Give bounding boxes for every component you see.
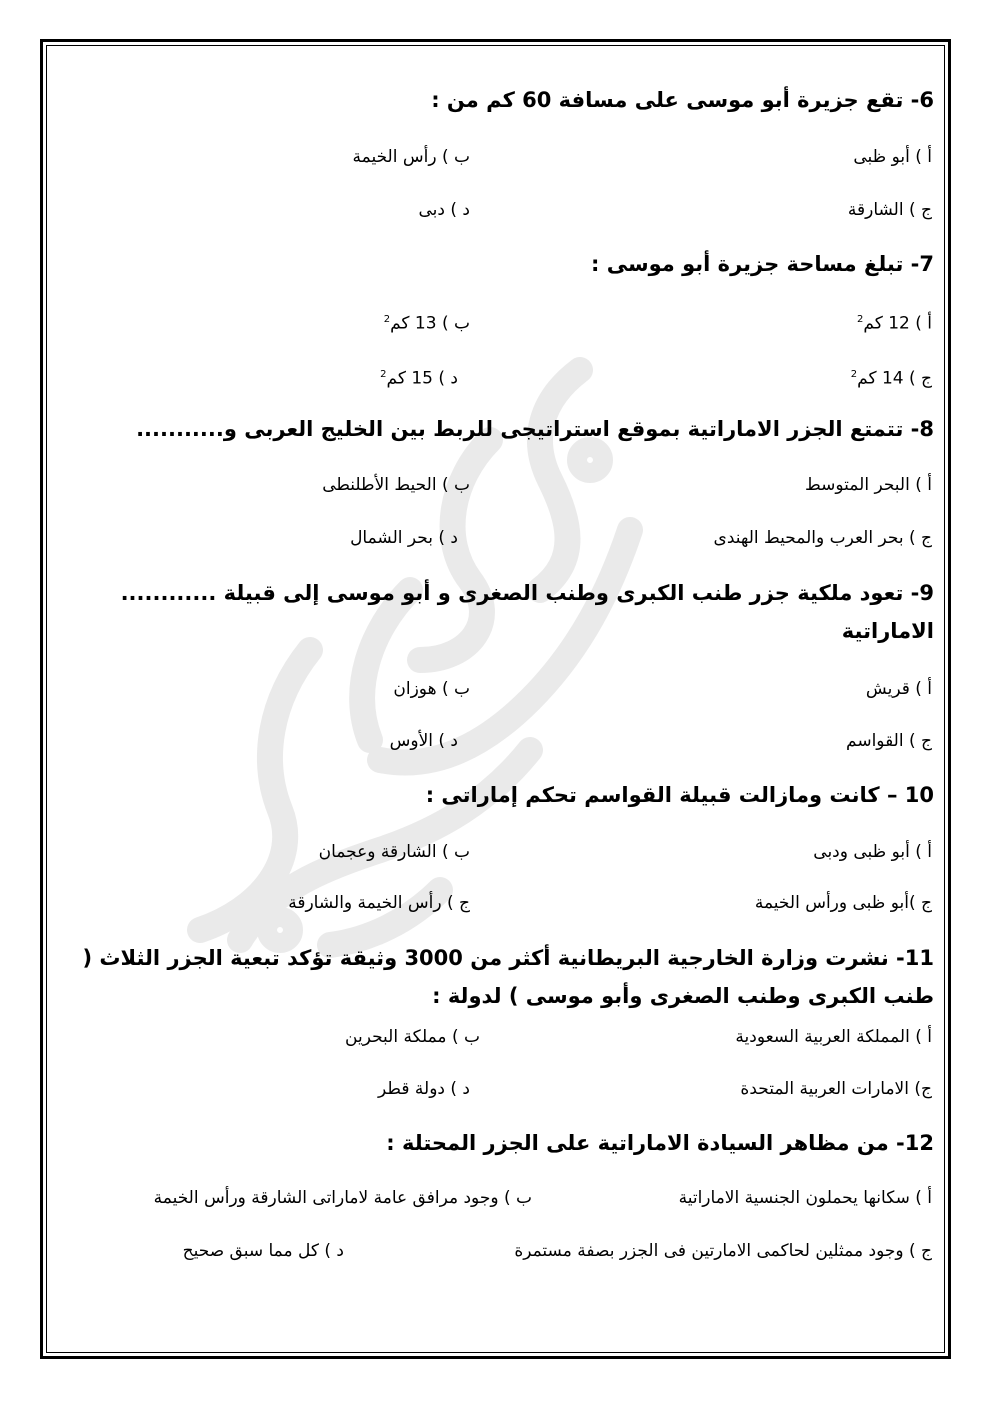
question-8-option-d: د ) بحر الشمال: [350, 528, 458, 548]
question-6-option-d: د ) دبى: [418, 200, 470, 220]
question-12-option-c: ج ) وجود ممثلين لحاكمى الامارتين فى الجزر بصفة مستمرة: [514, 1241, 932, 1261]
question-8-option-c: ج ) بحر العرب والمحيط الهندى: [713, 528, 932, 548]
question-12-option-d: د ) كل مما سبق صحيح: [182, 1241, 344, 1261]
question-10-option-a: أ ) أبو ظبى ودبى: [813, 842, 932, 862]
question-7-option-c: ج ) 14 كم$^2$: [850, 368, 932, 389]
question-6-option-c: ج ) الشارقة: [847, 200, 932, 220]
question-8-option-b: ب ) الحيط الأطلنطى: [322, 475, 470, 495]
question-12-option-b: ب ) وجود مرافق عامة لاماراتى الشارقة ورأس الخيمة: [153, 1188, 532, 1208]
question-6-option-b: ب ) رأس الخيمة: [352, 147, 470, 167]
question-11-option-a: أ ) المملكة العربية السعودية: [735, 1027, 932, 1047]
question-6-option-a: أ ) أبو ظبى: [853, 147, 932, 167]
question-11-option-d: د ) دولة قطر: [378, 1079, 470, 1099]
question-7-title: 7- تبلغ مساحة جزيرة أبو موسى :: [591, 252, 934, 276]
question-9-option-a: أ ) قريش: [865, 679, 932, 699]
question-7-option-d: د ) 15 كم$^2$: [380, 368, 458, 389]
question-7-option-b: ب ) 13 كم$^2$: [383, 313, 470, 334]
question-11-title: 11- نشرت وزارة الخارجية البريطانية أكثر من 3000 وثيقة تؤكد تبعية الجزر الثلاث ( طنب الكبرى وطنب الصغرى وأبو موسى ) لدولة :: [82, 946, 934, 1008]
question-9-title: 9- تعود ملكية جزر طنب الكبرى وطنب الصغرى و أبو موسى إلى قبيلة ............ الاماراتية: [120, 581, 934, 643]
question-11-option-c: ج) الامارات العربية المتحدة: [740, 1079, 932, 1099]
question-8-title: 8- تتمتع الجزر الاماراتية بموقع استراتيجى للربط بين الخليج العربى و...........: [136, 417, 934, 441]
question-10-option-b: ب ) الشارقة وعجمان: [318, 842, 470, 862]
question-6-title: 6- تقع جزيرة أبو موسى على مسافة 60 كم من :: [431, 88, 934, 112]
question-12-option-a: أ ) سكانها يحملون الجنسية الاماراتية: [678, 1188, 932, 1208]
question-9-option-c: ج ) القواسم: [846, 731, 932, 751]
question-11-option-b: ب ) مملكة البحرين: [345, 1027, 480, 1047]
question-10-title: 10 – كانت ومازالت قبيلة القواسم تحكم إماراتى :: [425, 783, 934, 807]
question-9-option-b: ب ) هوزان: [393, 679, 470, 699]
question-9-option-d: د ) الأوس: [389, 731, 458, 751]
question-12-title: 12- من مظاهر السيادة الاماراتية على الجزر المحتلة :: [386, 1131, 934, 1155]
question-10-option-c: ج )أبو ظبى ورأس الخيمة: [754, 893, 932, 913]
question-10-option-d: ج ) رأس الخيمة والشارقة: [288, 893, 470, 913]
question-7-option-a: أ ) 12 كم$^2$: [857, 313, 932, 334]
question-8-option-a: أ ) البحر المتوسط: [805, 475, 932, 495]
